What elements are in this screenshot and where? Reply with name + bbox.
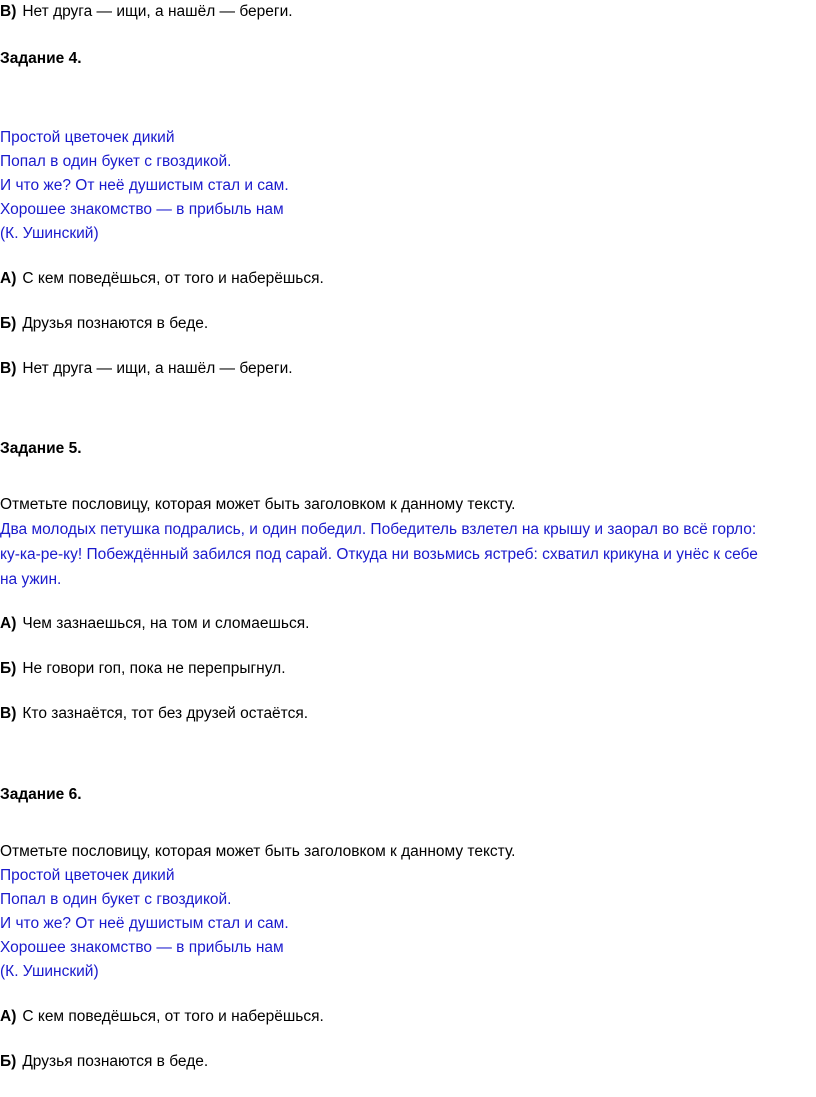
option-text: С кем поведёшься, от того и наберёшься.: [22, 270, 324, 287]
task4-poem-line: Попал в один букет с гвоздикой.: [0, 153, 232, 170]
option-text: Нет друга — ищи, а нашёл — береги.: [22, 360, 293, 377]
option-letter: Б): [0, 660, 17, 677]
task4-title: Задание 4.: [0, 50, 82, 67]
option-letter: Б): [0, 315, 17, 332]
task6-title: Задание 6.: [0, 786, 82, 803]
task5-option-b: [0, 659, 286, 679]
task5-option-c: [0, 704, 308, 724]
task5-text-line: на ужин.: [0, 571, 62, 588]
option-text: Друзья познаются в беде.: [22, 315, 209, 332]
option-letter: В): [0, 3, 17, 20]
option-letter: Б): [0, 1053, 17, 1070]
task4-poem-author: (К. Ушинский): [0, 225, 99, 242]
task4-poem-line: Хорошее знакомство — в прибыль нам: [0, 201, 284, 218]
task6-option-a: [0, 1007, 324, 1027]
option-text: Чем зазнаешься, на том и сломаешься.: [22, 615, 310, 632]
task4-option-c: [0, 359, 293, 379]
option-text: Кто зазнаётся, тот без друзей остаётся.: [22, 705, 309, 722]
task4-option-b: [0, 314, 208, 334]
option-text: Друзья познаются в беде.: [22, 1053, 209, 1070]
option-letter: А): [0, 1008, 17, 1025]
task6-poem-line: Простой цветочек дикий: [0, 867, 175, 884]
option-text: Нет друга — ищи, а нашёл — береги.: [22, 3, 293, 20]
task6-poem-author: (К. Ушинский): [0, 963, 99, 980]
task6-option-b: [0, 1052, 208, 1072]
option-letter: В): [0, 360, 17, 377]
option-letter: А): [0, 270, 17, 287]
task5-title: Задание 5.: [0, 440, 82, 457]
task4-poem-line: И что же? От неё душистым стал и сам.: [0, 177, 289, 194]
task4-poem-line: Простой цветочек дикий: [0, 129, 175, 146]
task6-poem-line: Попал в один букет с гвоздикой.: [0, 891, 232, 908]
task5-instruction: Отметьте пословицу, которая может быть заголовком к данному тексту.: [0, 496, 516, 513]
task6-instruction: Отметьте пословицу, которая может быть заголовком к данному тексту.: [0, 843, 516, 860]
task6-poem-line: Хорошее знакомство — в прибыль нам: [0, 939, 284, 956]
task5-text-line: Два молодых петушка подрались, и один победил. Победитель взлетел на крышу и заорал во всё горло:: [0, 521, 757, 538]
top-option: [0, 2, 293, 22]
task4-option-a: [0, 269, 324, 289]
option-letter: А): [0, 615, 17, 632]
option-text: Не говори гоп, пока не перепрыгнул.: [22, 660, 286, 677]
option-letter: В): [0, 705, 17, 722]
option-text: С кем поведёшься, от того и наберёшься.: [22, 1008, 324, 1025]
task5-option-a: [0, 614, 309, 634]
task6-poem-line: И что же? От неё душистым стал и сам.: [0, 915, 289, 932]
task5-text-line: ку-ка-ре-ку! Побеждённый забился под сарай. Откуда ни возьмись ястреб: схватил крикуна и унёс к себе: [0, 546, 758, 563]
